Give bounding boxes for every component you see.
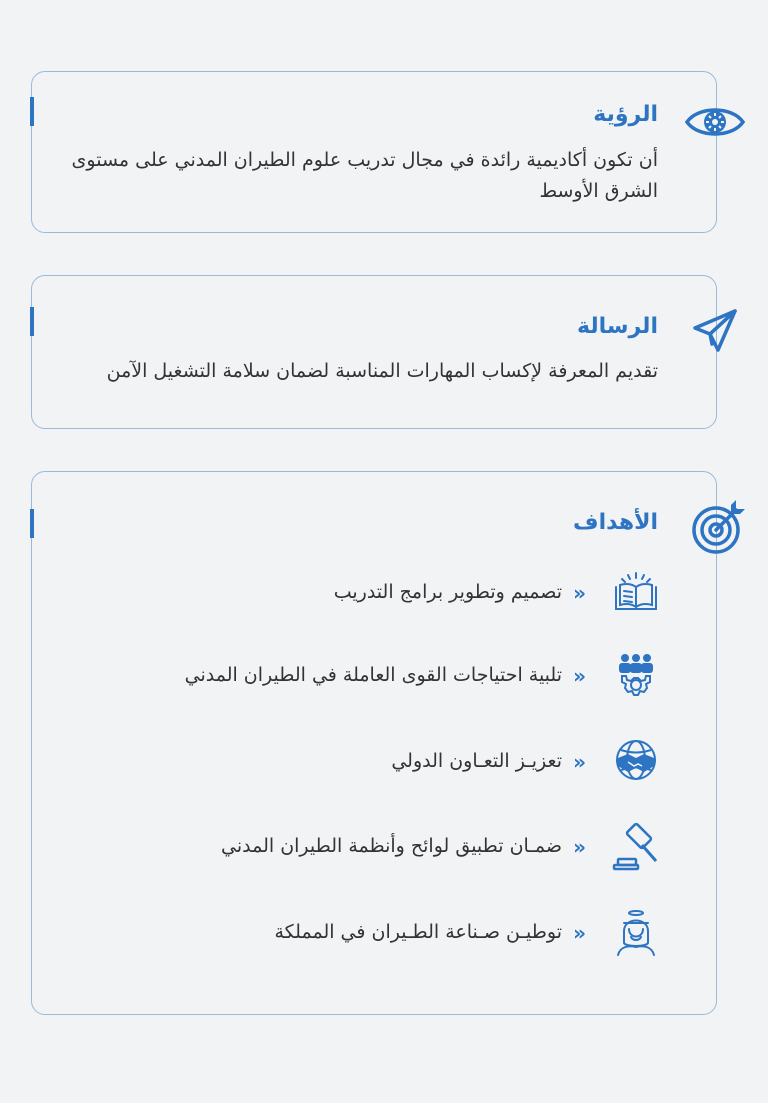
goal-item-training-programs <box>60 569 660 617</box>
goal-item-localization <box>60 909 660 957</box>
goal-label: ضمـان تطبيق لوائح وأنظمة الطيران المدني <box>221 835 562 857</box>
goals-accent-bar <box>30 509 34 538</box>
chevron-double-icon: « <box>573 581 586 605</box>
team-gear-icon <box>612 652 660 700</box>
paper-plane-icon <box>692 308 738 354</box>
chevron-double-icon: « <box>573 750 586 774</box>
goal-label: توطيـن صـناعة الطـيران في المملكة <box>274 921 562 943</box>
chevron-double-icon: « <box>573 664 586 688</box>
gavel-icon <box>612 823 660 871</box>
chevron-double-icon: « <box>573 921 586 945</box>
vision-title: الرؤية <box>593 102 658 127</box>
goal-item-regulations <box>60 823 660 871</box>
vision-text: أن تكون أكاديمية رائدة في مجال تدريب علوم الطيران المدني على مستوى الشرق الأوسط <box>71 149 658 202</box>
vision-card <box>31 71 717 233</box>
goal-item-workforce-needs <box>60 652 660 700</box>
mission-text: تقديم المعرفة لإكساب المهارات المناسبة لضمان سلامة التشغيل الآمن <box>106 360 658 382</box>
goal-label: تعزيـز التعـاون الدولي <box>391 750 562 772</box>
globe-handshake-icon <box>612 738 660 786</box>
eye-gear-icon <box>684 100 746 144</box>
saudi-person-icon <box>612 909 660 957</box>
chevron-double-icon: « <box>573 835 586 859</box>
goals-card <box>31 471 717 1015</box>
goals-title: الأهداف <box>573 510 658 535</box>
mission-card <box>31 275 717 429</box>
vision-accent-bar <box>30 97 34 126</box>
goal-label: تلبية احتياجات القوى العاملة في الطيران المدني <box>184 664 562 686</box>
mission-title: الرسالة <box>577 314 658 339</box>
goal-item-international-cooperation <box>60 738 660 786</box>
mission-accent-bar <box>30 307 34 336</box>
target-arrow-icon <box>690 500 746 556</box>
goal-label: تصميم وتطوير برامج التدريب <box>333 581 562 603</box>
open-book-icon <box>612 569 660 617</box>
